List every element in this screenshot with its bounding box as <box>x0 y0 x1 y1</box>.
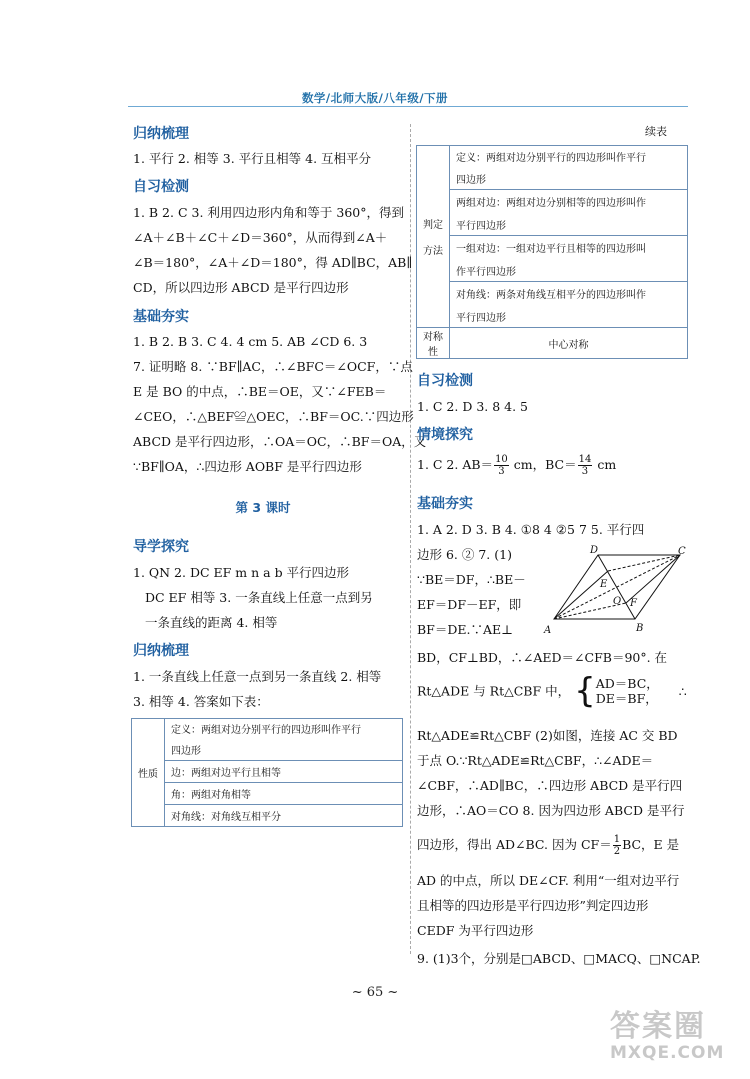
answer-line: 1. C 2. AB＝ $\frac{10}{3}$ cm，BC＝ $\frac{14}{3}$ cm <box>417 454 617 477</box>
answer-line: 1. QN 2. DC EF m n a b 平行四边形 <box>133 565 350 580</box>
answer-line: ABCD 是平行四边形，∴OA＝OC，∴BF＝OA，又 <box>133 434 427 449</box>
answer-line: 四边形，得出 AD∠BC. 因为 CF＝ $\frac{1}{2}$ BC，E 是 <box>417 834 680 857</box>
answer-line: ∵BE＝DF，∴BE－ <box>417 572 526 587</box>
table-cell: 定义：两组对边分别平行的四边形叫作平行 <box>165 719 403 739</box>
answer-line: ∠CEO，∴△BEF≌△OEC，∴BF＝OC.∵四边形 <box>133 409 414 424</box>
answer-line: BD，CF⊥BD，∴∠AED＝∠CFB＝90°. 在 <box>417 650 668 665</box>
answer-line: 于点 O.∵Rt△ADE≌Rt△CBF，∴∠ADE＝ <box>417 753 654 768</box>
figure-label-b: B <box>636 623 644 634</box>
answer-line: 1. B 2. C 3. 利用四边形内角和等于 360°，得到 <box>133 205 404 220</box>
fraction: $\frac{14}{3}$ <box>578 454 592 477</box>
table-cell: 平行四边形 <box>450 306 688 328</box>
header-rule <box>128 106 688 107</box>
page-number: ~ 65 ~ <box>351 985 399 1000</box>
page-header: 数学/北师大版/八年级/下册 <box>301 91 449 105</box>
figure-label-c: C <box>678 546 686 557</box>
table-side-label: 判定 方法 <box>417 146 450 328</box>
continued-label: 续表 <box>645 125 667 138</box>
table-side-label: 对称性 <box>417 328 450 359</box>
answer-line: 9. (1)3个，分别是□ABCD、□MACQ、□NCAP. <box>417 951 701 966</box>
figure-segment-ec <box>608 555 680 571</box>
answer-line: 1. B 2. B 3. C 4. 4 cm 5. AB ∠CD 6. 3 <box>133 334 368 349</box>
section-title: 基础夯实 <box>133 309 189 325</box>
section-title: 自习检测 <box>133 179 189 195</box>
table-cell: 对角线：两条对角线互相平分的四边形叫作 <box>450 282 688 306</box>
section-title: 归纳梳理 <box>133 126 189 142</box>
answer-line: 边形，∴AO＝CO 8. 因为四边形 ABCD 是平行 <box>417 803 685 818</box>
section-title: 自习检测 <box>417 373 473 389</box>
answer-line: 且相等的四边形是平行四边形”判定四边形 <box>417 898 649 913</box>
table-cell: 平行四边形 <box>450 214 688 236</box>
answer-line: 3. 相等 4. 答案如下表： <box>133 694 269 709</box>
answer-line: 边形 6. ② 7. (1) <box>417 547 512 562</box>
fraction: $\frac{10}{3}$ <box>495 454 508 477</box>
figure-label-e: E <box>600 579 608 590</box>
answer-line: CD，所以四边形 ABCD 是平行四边形 <box>133 280 349 295</box>
answer-line: ∵BF∥OA，∴四边形 AOBF 是平行四边形 <box>133 459 362 474</box>
answer-line: E 是 BO 的中点，∴BE＝OE，又∵∠FEB＝ <box>133 384 387 399</box>
answer-line: 一条直线的距离 4. 相等 <box>145 615 278 630</box>
answer-line: ∠B＝180°，∠A＋∠D＝180°，得 AD∥BC，AB∥ <box>133 255 413 270</box>
table-cell: 定义：两组对边分别平行的四边形叫作平行 <box>450 146 688 168</box>
table-cell: 对角线：对角线互相平分 <box>165 805 403 827</box>
answer-line: 7. 证明略 8. ∵BF∥AC，∴∠BFC＝∠OCF，∵点 <box>133 359 413 374</box>
answer-line: 1. 平行 2. 相等 3. 平行且相等 4. 互相平分 <box>133 151 372 166</box>
section-title: 基础夯实 <box>417 496 473 512</box>
figure-segment-cf <box>626 555 680 603</box>
answer-line: 1. 一条直线上任意一点到另一条直线 2. 相等 <box>133 669 382 684</box>
lesson-title: 第 3 课时 <box>235 500 291 515</box>
criteria-table <box>416 145 688 359</box>
table-cell: 四边形 <box>165 739 403 761</box>
table-cell: 两组对边：两组对边分别相等的四边形叫作 <box>450 190 688 214</box>
section-title: 导学探究 <box>133 539 189 555</box>
table-cell: 作平行四边形 <box>450 260 688 282</box>
parallelogram-figure <box>540 543 690 635</box>
table-cell: 角：两组对角相等 <box>165 783 403 805</box>
column-divider <box>410 124 411 954</box>
answer-line: ∠CBF，∴AD∥BC，∴四边形 ABCD 是平行四 <box>417 778 683 793</box>
figure-label-d: D <box>590 545 599 556</box>
answer-line: AD 的中点，所以 DE∠CF. 利用“一组对边平行 <box>417 873 680 888</box>
section-title: 归纳梳理 <box>133 643 189 659</box>
answer-line: Rt△ADE≌Rt△CBF (2)如图，连接 AC 交 BD <box>417 728 678 743</box>
answer-line: 1. C 2. D 3. 8 4. 5 <box>417 399 529 414</box>
table-side-label: 性质 <box>132 719 165 827</box>
property-table <box>131 718 403 827</box>
answer-line: CEDF 为平行四边形 <box>417 923 534 938</box>
figure-label-a: A <box>544 625 552 635</box>
figure-label-o: O <box>613 596 622 607</box>
answer-line: DC EF 相等 3. 一条直线上任意一点到另 <box>145 590 373 605</box>
equation-brace: { AD＝BC， DE＝BF， <box>574 671 659 711</box>
table-cell: 中心对称 <box>450 328 688 359</box>
table-cell: 四边形 <box>450 168 688 190</box>
answer-line: 1. A 2. D 3. B 4. ①8 4 ②5 7 5. 平行四 <box>417 522 645 537</box>
answer-line: ∠A＋∠B＋∠C＋∠D＝360°，从而得到∠A＋ <box>133 230 388 245</box>
answer-line: Rt△ADE 与 Rt△CBF 中， { AD＝BC， DE＝BF， ∴ <box>417 671 687 711</box>
answer-line: BF＝DE.∵AE⊥ <box>417 622 513 637</box>
table-cell: 边：两组对边平行且相等 <box>165 761 403 783</box>
figure-label-f: F <box>630 598 637 609</box>
table-cell: 一组对边：一组对边平行且相等的四边形叫 <box>450 236 688 260</box>
fraction: $\frac{1}{2}$ <box>613 834 621 857</box>
watermark: 答案圈 MXQE.COM <box>610 1009 725 1063</box>
answer-line: EF＝DF－EF，即 <box>417 597 522 612</box>
section-title: 情境探究 <box>417 427 473 443</box>
